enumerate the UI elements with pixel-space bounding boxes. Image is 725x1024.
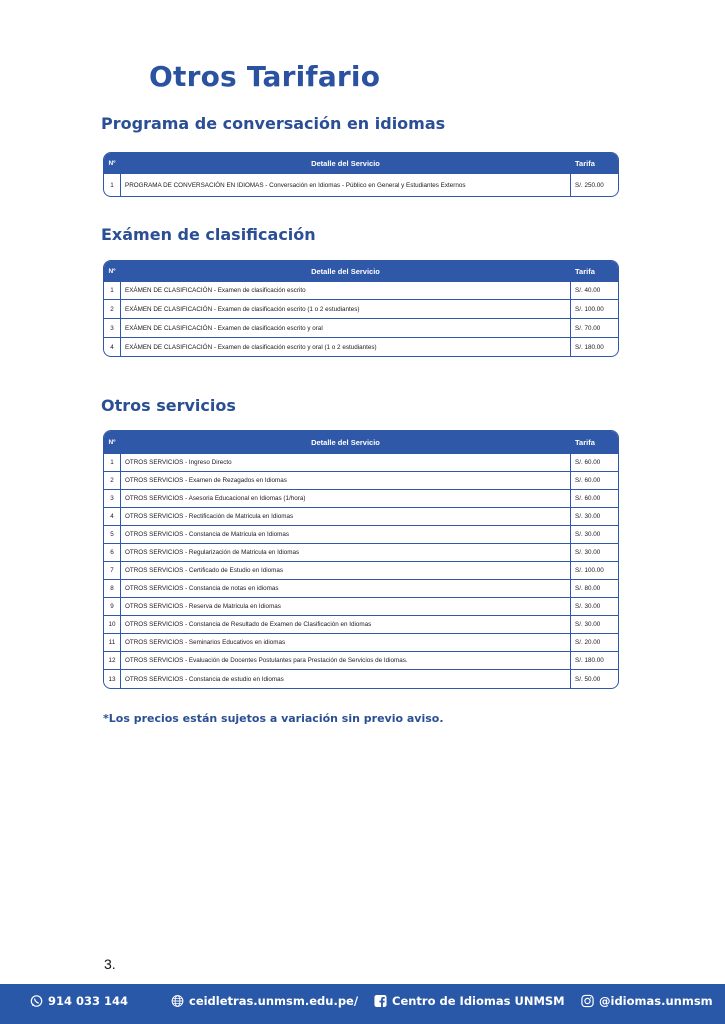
rates-table-classification [103, 260, 619, 357]
row-rate: S/. 50.00 [570, 670, 618, 688]
table-row [104, 615, 618, 633]
row-detail: OTROS SERVICIOS - Constancia de Matricula en Idiomas [125, 531, 290, 538]
row-num: 1 [104, 454, 121, 471]
header-rate: Tarifa [575, 266, 595, 276]
facebook-icon [374, 995, 387, 1008]
row-num: 2 [104, 472, 121, 489]
table-row [104, 633, 618, 651]
row-detail: EXÁMEN DE CLASIFICACIÓN - Examen de clasificación escrito y oral (1 o 2 estudiantes) [125, 343, 377, 351]
whatsapp-icon [30, 995, 43, 1008]
section-title-conversation: Programa de conversación en idiomas [101, 114, 446, 133]
row-rate: S/. 20.00 [570, 634, 618, 651]
table-row [104, 507, 618, 525]
row-num: 9 [104, 598, 121, 615]
row-num: 6 [104, 544, 121, 561]
table-header [104, 261, 618, 281]
row-num: 4 [104, 338, 121, 356]
table-row [104, 597, 618, 615]
row-detail: OTROS SERVICIOS - Constancia de notas en idiomas [125, 585, 279, 592]
header-num: Nº [108, 159, 116, 167]
table-row [104, 453, 618, 471]
footer-phone-text: 914 033 144 [48, 994, 129, 1008]
row-rate: S/. 30.00 [570, 616, 618, 633]
footer-facebook-text: Centro de Idiomas UNMSM [392, 994, 565, 1008]
footer-phone[interactable] [30, 994, 128, 1008]
instagram-icon [581, 995, 594, 1008]
footer-bar [0, 984, 725, 1024]
row-rate: S/. 250.00 [570, 174, 618, 196]
row-num: 13 [104, 670, 121, 688]
row-num: 4 [104, 508, 121, 525]
table-row [104, 561, 618, 579]
row-rate: S/. 30.00 [570, 598, 618, 615]
table-row [104, 299, 618, 318]
footer-website[interactable] [171, 994, 358, 1008]
row-num: 11 [104, 634, 121, 651]
row-num: 3 [104, 319, 121, 337]
row-num: 3 [104, 490, 121, 507]
section-title-classification: Exámen de clasificación [101, 225, 316, 244]
header-rate: Tarifa [575, 158, 595, 168]
row-detail: OTROS SERVICIOS - Certificado de Estudio en Idiomas [125, 567, 284, 574]
footer-website-text: ceidletras.unmsm.edu.pe/ [189, 994, 359, 1008]
rates-table-conversation [103, 152, 619, 197]
table-header [104, 431, 618, 453]
row-rate: S/. 180.00 [570, 652, 618, 669]
row-detail: EXÁMEN DE CLASIFICACIÓN - Examen de clasificación escrito y oral [125, 324, 323, 332]
row-detail: OTROS SERVICIOS - Regularización de Matricula en Idiomas [125, 549, 300, 556]
row-detail: EXÁMEN DE CLASIFICACIÓN - Examen de clasificación escrito (1 o 2 estudiantes) [125, 305, 360, 313]
table-row [104, 471, 618, 489]
row-num: 1 [104, 174, 121, 196]
header-detail: Detalle del Servicio [311, 437, 380, 447]
row-num: 1 [104, 282, 121, 299]
table-row [104, 489, 618, 507]
row-num: 2 [104, 300, 121, 318]
price-disclaimer: *Los precios están sujetos a variación sin previo aviso. [103, 712, 444, 725]
row-rate: S/. 30.00 [570, 526, 618, 543]
row-rate: S/. 60.00 [570, 472, 618, 489]
rates-table-other-services [103, 430, 619, 689]
section-title-other-services: Otros servicios [101, 396, 236, 415]
table-row [104, 337, 618, 356]
row-num: 5 [104, 526, 121, 543]
row-detail: PROGRAMA DE CONVERSACIÓN EN IDIOMAS - Conversación en Idiomas - Público en General y Estudiantes Externos [125, 181, 466, 189]
row-detail: OTROS SERVICIOS - Constancia de Resultado de Examen de Clasificación en Idiomas [125, 621, 372, 628]
row-num: 12 [104, 652, 121, 669]
page-title: Otros Tarifario [149, 60, 381, 93]
row-rate: S/. 40.00 [570, 282, 618, 299]
table-row [104, 173, 618, 196]
row-rate: S/. 60.00 [570, 490, 618, 507]
row-num: 8 [104, 580, 121, 597]
row-rate: S/. 30.00 [570, 508, 618, 525]
table-row [104, 281, 618, 299]
page-number: 3. [104, 956, 116, 972]
header-rate: Tarifa [575, 437, 595, 447]
table-row [104, 579, 618, 597]
globe-icon [171, 995, 184, 1008]
row-rate: S/. 100.00 [570, 562, 618, 579]
row-rate: S/. 180.00 [570, 338, 618, 356]
row-num: 7 [104, 562, 121, 579]
table-row [104, 543, 618, 561]
row-detail: OTROS SERVICIOS - Seminarios Educativos en idiomas [125, 639, 286, 646]
row-rate: S/. 60.00 [570, 454, 618, 471]
footer-facebook[interactable] [374, 994, 565, 1008]
table-row [104, 669, 618, 688]
row-detail: OTROS SERVICIOS - Evaluación de Docentes Postulantes para Prestación de Servicios de Idiomas. [125, 657, 408, 664]
table-row [104, 651, 618, 669]
row-detail: OTROS SERVICIOS - Constancia de estudio en Idiomas [125, 675, 284, 683]
footer-instagram-text: @idiomas.unmsm [599, 994, 713, 1008]
header-detail: Detalle del Servicio [311, 158, 380, 168]
row-detail: EXÁMEN DE CLASIFICACIÓN - Examen de clasificación escrito [125, 287, 306, 294]
row-rate: S/. 100.00 [570, 300, 618, 318]
row-num: 10 [104, 616, 121, 633]
footer-instagram[interactable] [581, 994, 713, 1008]
table-row [104, 318, 618, 337]
row-rate: S/. 80.00 [570, 580, 618, 597]
header-num: Nº [108, 438, 116, 446]
row-detail: OTROS SERVICIOS - Examen de Rezagados en Idiomas [125, 477, 287, 484]
table-header [104, 153, 618, 173]
row-detail: OTROS SERVICIOS - Asesoria Educacional en Idiomas (1/hora) [125, 495, 306, 502]
header-detail: Detalle del Servicio [311, 266, 380, 276]
row-rate: S/. 30.00 [570, 544, 618, 561]
row-detail: OTROS SERVICIOS - Rectificación de Matricula en Idiomas [125, 513, 294, 520]
table-row [104, 525, 618, 543]
header-num: Nº [108, 267, 116, 275]
row-detail: OTROS SERVICIOS - Reserva de Matricula en Idiomas [125, 603, 281, 610]
row-detail: OTROS SERVICIOS - Ingreso Directo [125, 459, 232, 466]
row-rate: S/. 70.00 [570, 319, 618, 337]
